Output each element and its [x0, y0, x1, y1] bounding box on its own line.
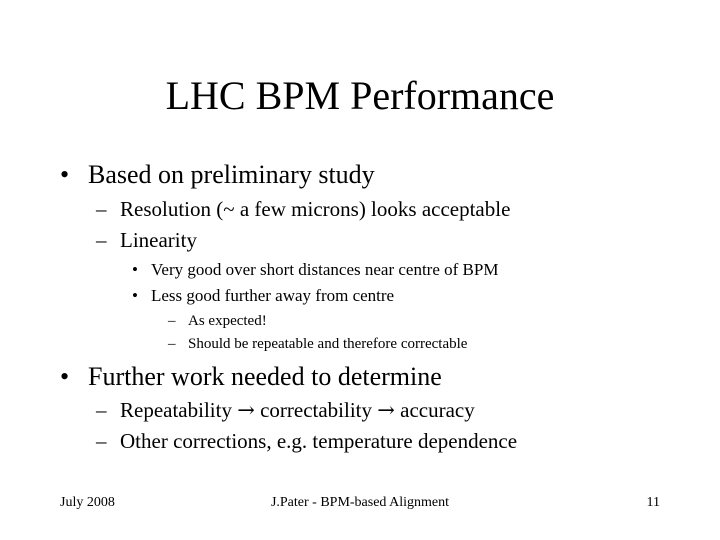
dash-marker: – [96, 429, 107, 453]
dash-marker: – [96, 398, 107, 422]
right-arrow-icon: → [377, 398, 395, 422]
sub-bullet-text: Linearity [120, 228, 197, 252]
sub-sub-bullet-text: Less good further away from centre [151, 286, 395, 305]
bullet-marker: • [60, 362, 70, 391]
bullet-marker: • [60, 160, 70, 189]
sub-sub-bullet-text: Very good over short distances near centre of BPM [151, 260, 499, 279]
term-accuracy: accuracy [400, 398, 475, 422]
term-repeatability: Repeatability [120, 398, 232, 422]
bullet-text: Based on preliminary study [88, 160, 375, 189]
footer-center: J.Pater - BPM-based Alignment [270, 495, 450, 510]
level4-text: As expected! [188, 313, 267, 329]
bullet-marker: • [132, 260, 138, 279]
bullet-marker: • [132, 286, 138, 305]
dash-marker: – [96, 197, 107, 221]
sub-bullet-text: Other corrections, e.g. temperature dependence [120, 429, 518, 453]
slide-title: LHC BPM Performance [165, 73, 555, 118]
sub-bullet-text: Resolution (~ a few microns) looks acceptable [120, 197, 511, 221]
term-correctability: correctability [260, 398, 373, 422]
right-arrow-icon: → [237, 398, 255, 422]
footer-date: July 2008 [60, 495, 115, 510]
dash-marker: – [96, 228, 107, 252]
page-number: 11 [646, 495, 660, 510]
bullet-text: Further work needed to determine [88, 362, 442, 391]
dash-marker: – [168, 336, 176, 352]
dash-marker: – [168, 313, 176, 329]
sub-bullet-text [120, 397, 475, 423]
level4-text: Should be repeatable and therefore correctable [188, 336, 468, 352]
